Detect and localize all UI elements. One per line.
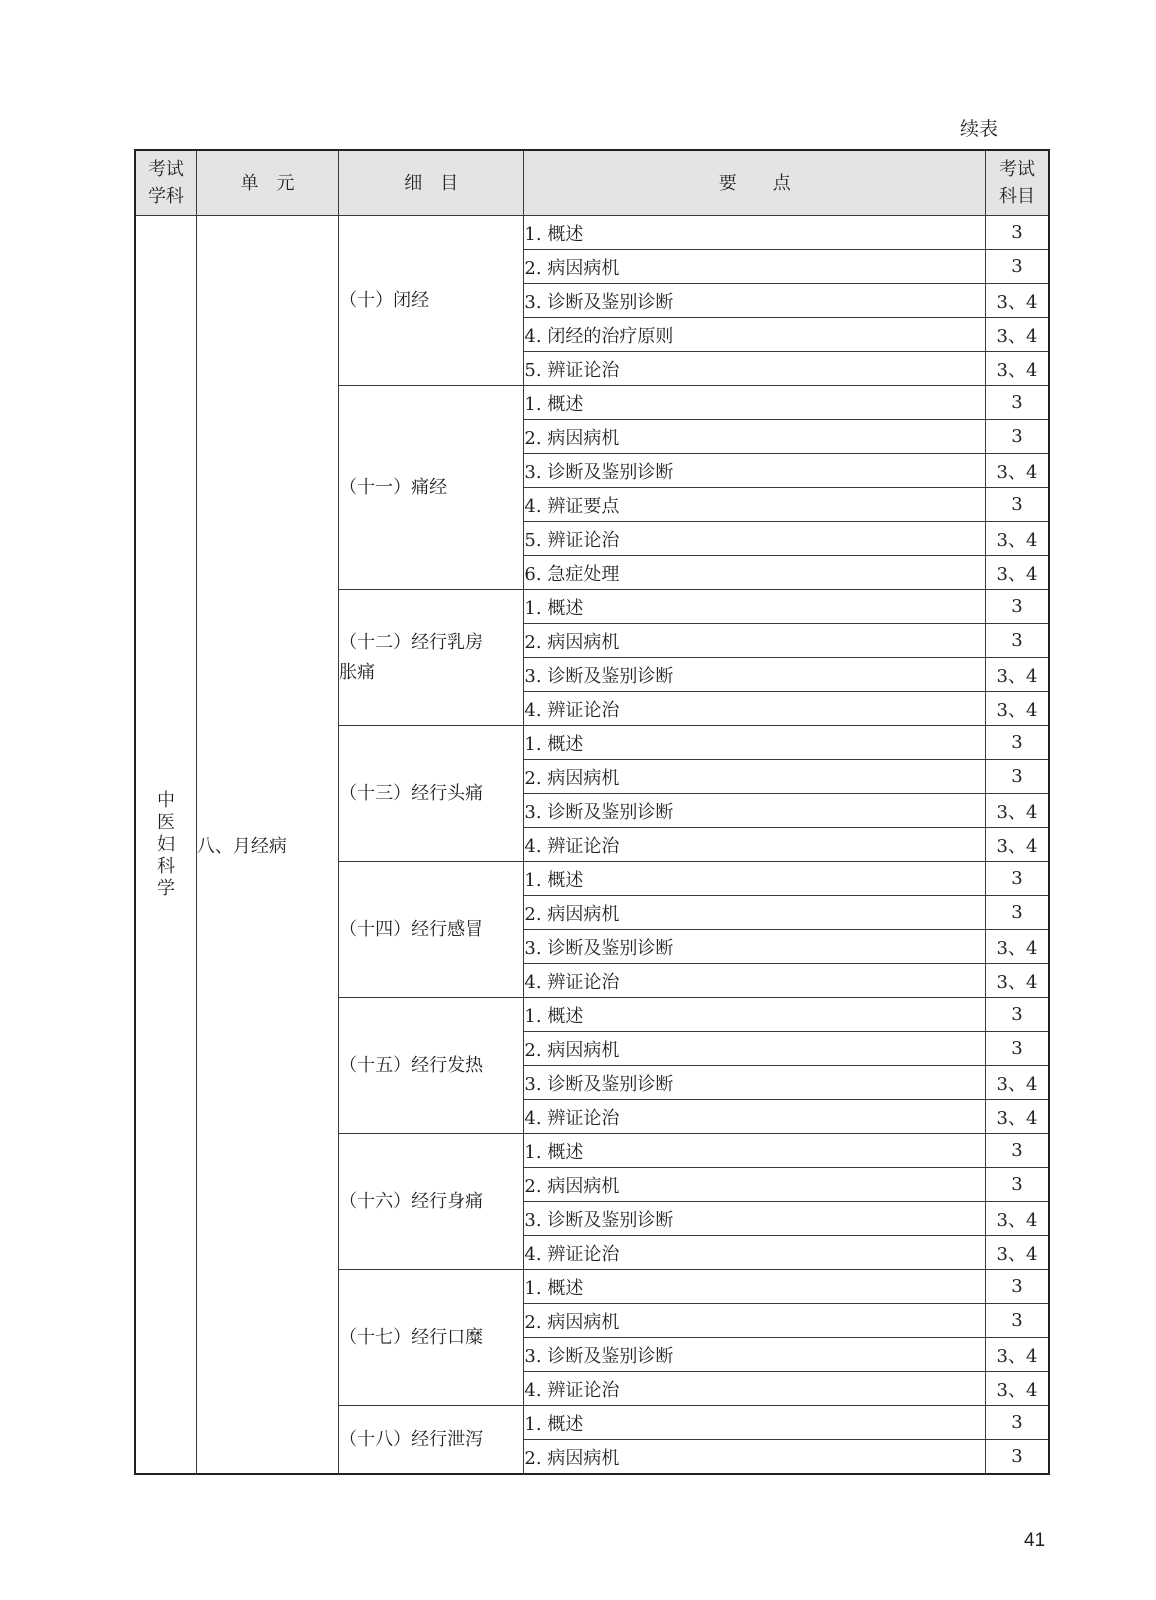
point-cell: 3. 诊断及鉴别诊断: [524, 1202, 986, 1236]
point-cell: 2. 病因病机: [524, 420, 986, 454]
point-cell: 3. 诊断及鉴别诊断: [524, 1066, 986, 1100]
exam-cell: 3: [986, 896, 1049, 930]
exam-cell: 3: [986, 386, 1049, 420]
exam-cell: 3、4: [986, 1066, 1049, 1100]
header-detail: 细 目: [339, 150, 524, 216]
exam-cell: 3、4: [986, 522, 1049, 556]
point-cell: 2. 病因病机: [524, 760, 986, 794]
exam-cell: 3、4: [986, 930, 1049, 964]
exam-cell: 3: [986, 216, 1049, 250]
point-cell: 2. 病因病机: [524, 1168, 986, 1202]
point-cell: 1. 概述: [524, 386, 986, 420]
point-cell: 5. 辨证论治: [524, 522, 986, 556]
exam-cell: 3、4: [986, 794, 1049, 828]
point-cell: 1. 概述: [524, 862, 986, 896]
point-cell: 1. 概述: [524, 1406, 986, 1440]
exam-cell: 3、4: [986, 556, 1049, 590]
detail-cell: （十六）经行身痛: [339, 1134, 524, 1270]
detail-cell: （十八）经行泄泻: [339, 1406, 524, 1475]
exam-cell: 3、4: [986, 658, 1049, 692]
exam-cell: 3: [986, 862, 1049, 896]
syllabus-table: [134, 149, 1050, 1475]
detail-cell: （十三）经行头痛: [339, 726, 524, 862]
point-cell: 4. 辨证论治: [524, 692, 986, 726]
point-cell: 4. 辨证要点: [524, 488, 986, 522]
exam-cell: 3、4: [986, 284, 1049, 318]
point-cell: 4. 辨证论治: [524, 1372, 986, 1406]
point-cell: 4. 辨证论治: [524, 828, 986, 862]
point-cell: 2. 病因病机: [524, 896, 986, 930]
point-cell: 2. 病因病机: [524, 1304, 986, 1338]
exam-cell: 3: [986, 488, 1049, 522]
point-cell: 1. 概述: [524, 1270, 986, 1304]
header-points: 要 点: [524, 150, 986, 216]
point-cell: 3. 诊断及鉴别诊断: [524, 658, 986, 692]
point-cell: 2. 病因病机: [524, 1440, 986, 1475]
exam-cell: 3: [986, 624, 1049, 658]
exam-cell: 3: [986, 1304, 1049, 1338]
header-row: [135, 150, 1049, 216]
exam-cell: 3、4: [986, 1372, 1049, 1406]
point-cell: 4. 辨证论治: [524, 1100, 986, 1134]
point-cell: 3. 诊断及鉴别诊断: [524, 284, 986, 318]
exam-cell: 3: [986, 1440, 1049, 1475]
point-cell: 3. 诊断及鉴别诊断: [524, 454, 986, 488]
point-cell: 6. 急症处理: [524, 556, 986, 590]
exam-cell: 3、4: [986, 352, 1049, 386]
exam-cell: 3、4: [986, 692, 1049, 726]
exam-cell: 3: [986, 998, 1049, 1032]
exam-cell: 3: [986, 726, 1049, 760]
point-cell: 2. 病因病机: [524, 250, 986, 284]
point-cell: 4. 闭经的治疗原则: [524, 318, 986, 352]
exam-cell: 3: [986, 590, 1049, 624]
header-unit: 单 元: [196, 150, 338, 216]
exam-cell: 3: [986, 1406, 1049, 1440]
point-cell: 3. 诊断及鉴别诊断: [524, 1338, 986, 1372]
exam-cell: 3: [986, 1032, 1049, 1066]
exam-cell: 3、4: [986, 1236, 1049, 1270]
unit-cell: 八、月经病: [196, 216, 338, 1475]
exam-cell: 3: [986, 420, 1049, 454]
table-row: [135, 216, 1049, 250]
exam-cell: 3: [986, 1134, 1049, 1168]
exam-cell: 3、4: [986, 1100, 1049, 1134]
point-cell: 1. 概述: [524, 216, 986, 250]
detail-cell: （十五）经行发热: [339, 998, 524, 1134]
exam-cell: 3、4: [986, 1338, 1049, 1372]
exam-cell: 3、4: [986, 318, 1049, 352]
point-cell: 3. 诊断及鉴别诊断: [524, 794, 986, 828]
detail-cell: （十七）经行口糜: [339, 1270, 524, 1406]
point-cell: 2. 病因病机: [524, 1032, 986, 1066]
point-cell: 1. 概述: [524, 590, 986, 624]
exam-cell: 3、4: [986, 828, 1049, 862]
page-number: 41: [1024, 1530, 1046, 1551]
detail-cell: （十一）痛经: [339, 386, 524, 590]
table-body: [135, 216, 1049, 1475]
header-exam: 考试科目: [986, 150, 1049, 216]
point-cell: 1. 概述: [524, 998, 986, 1032]
exam-cell: 3、4: [986, 1202, 1049, 1236]
exam-cell: 3: [986, 250, 1049, 284]
point-cell: 5. 辨证论治: [524, 352, 986, 386]
detail-cell: （十二）经行乳房胀痛: [339, 590, 524, 726]
detail-cell: （十）闭经: [339, 216, 524, 386]
exam-cell: 3、4: [986, 964, 1049, 998]
point-cell: 3. 诊断及鉴别诊断: [524, 930, 986, 964]
header-subject: 考试学科: [135, 150, 196, 216]
exam-cell: 3: [986, 760, 1049, 794]
exam-cell: 3、4: [986, 454, 1049, 488]
point-cell: 4. 辨证论治: [524, 1236, 986, 1270]
exam-cell: 3: [986, 1168, 1049, 1202]
point-cell: 2. 病因病机: [524, 624, 986, 658]
subject-cell: [135, 216, 196, 1475]
continued-label: 续表: [960, 118, 999, 140]
point-cell: 1. 概述: [524, 1134, 986, 1168]
point-cell: 1. 概述: [524, 726, 986, 760]
detail-cell: （十四）经行感冒: [339, 862, 524, 998]
point-cell: 4. 辨证论治: [524, 964, 986, 998]
exam-cell: 3: [986, 1270, 1049, 1304]
subject-label: 中医妇科学: [156, 789, 175, 899]
